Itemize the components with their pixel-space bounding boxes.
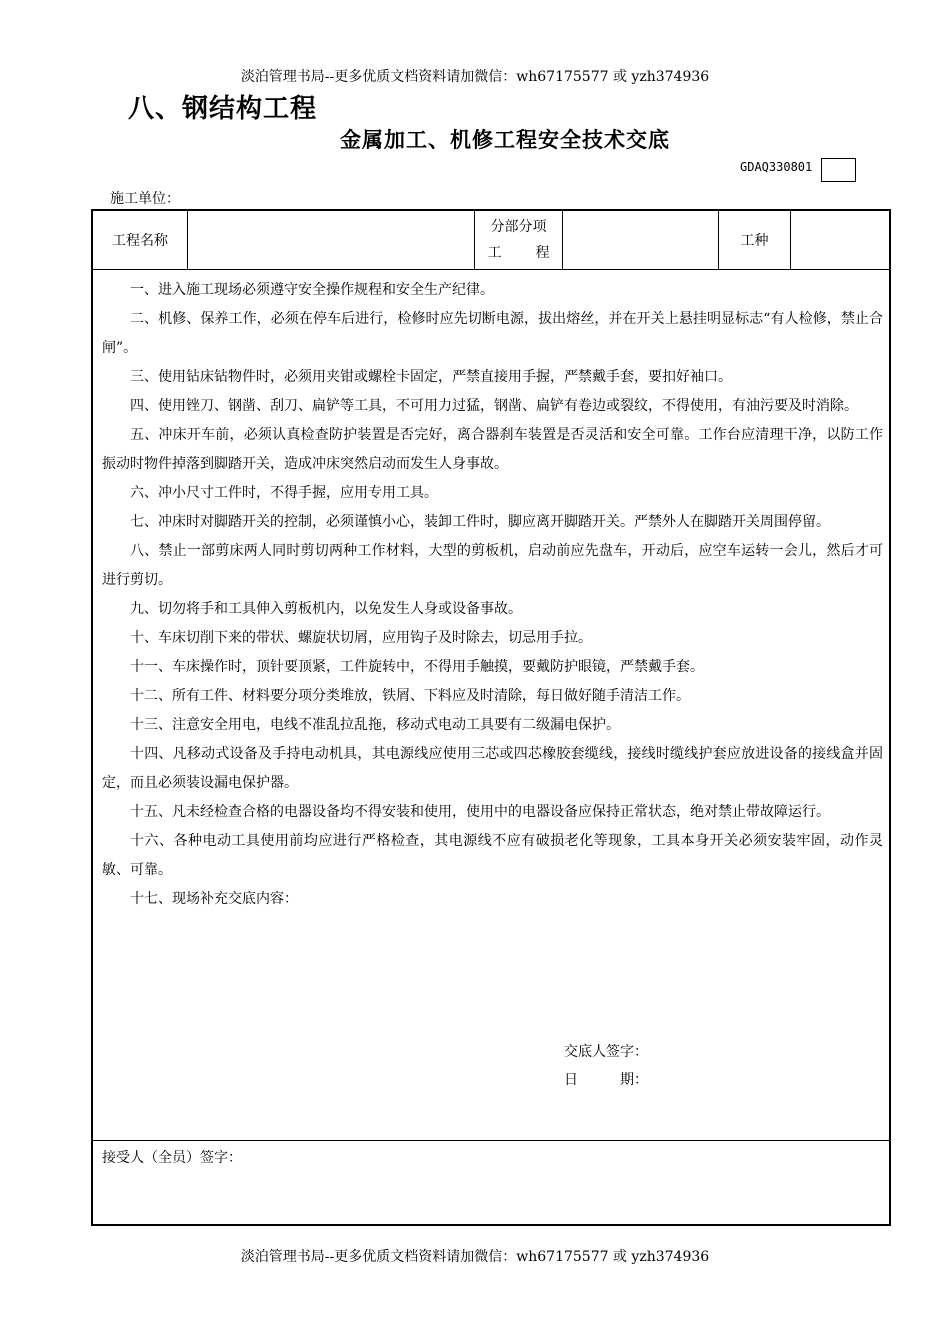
- safety-item: 十六、各种电动工具使用前均应进行严格检查，其电源线不应有破损老化等现象，工具本身开关必须安装牢固，动作灵敏、可靠。: [102, 833, 883, 878]
- safety-item: 十七、现场补充交底内容：: [130, 891, 298, 907]
- project-name-label: 工程名称: [93, 211, 188, 269]
- safety-item: 十一、车床操作时，顶针要顶紧，工件旋转中，不得用手触摸，要戴防护眼镜，严禁戴手套。: [130, 659, 704, 675]
- construction-unit-label: 施工单位：: [110, 191, 180, 207]
- safety-item: 三、使用钻床钻物件时，必须用夹钳或螺栓卡固定，严禁直接用手握，严禁戴手套，要扣好袖口。: [130, 369, 732, 385]
- safety-item: 一、进入施工现场必须遵守安全操作规程和安全生产纪律。: [130, 282, 494, 298]
- safety-item: 八、禁止一部剪床两人同时剪切两种工作材料，大型的剪板机，启动前应先盘车，开动后，应空车运转一会儿，然后才可进行剪切。: [102, 543, 883, 588]
- safety-item: 二、机修、保养工作，必须在停车后进行，检修时应先切断电源，拔出熔丝，并在开关上悬挂明显标志“有人检修，禁止合闸”。: [102, 311, 883, 356]
- subproject-value: [563, 211, 719, 269]
- form-header-row: [93, 211, 889, 270]
- disclosure-content: [93, 270, 889, 1141]
- safety-item: 四、使用锉刀、钢凿、刮刀、扁铲等工具，不可用力过猛，钢凿、扁铲有卷边或裂纹，不得使用，有油污要及时消除。: [130, 398, 858, 414]
- disclosure-date-label: 日 期：: [564, 1072, 648, 1088]
- header-watermark-note: 淡泊管理书局--更多优质文档资料请加微信：wh67175577 或 yzh374936: [240, 69, 710, 85]
- safety-item: 十三、注意安全用电，电线不准乱拉乱拖，移动式电动工具要有二级漏电保护。: [130, 717, 620, 733]
- discloser-signature-label: 交底人签字：: [564, 1044, 648, 1060]
- receiver-signature-label: 接受人（全员）签字：: [102, 1150, 242, 1166]
- subproject-label-line2-a: 工: [487, 245, 502, 261]
- safety-item: 十四、凡移动式设备及手持电动机具，其电源线应使用三芯或四芯橡胶套缆线，接线时缆线护套应放进设备的接线盒并固定，而且必须装设漏电保护器。: [102, 746, 883, 791]
- project-name-value: [188, 211, 475, 269]
- document-title: 金属加工、机修工程安全技术交底: [340, 128, 670, 152]
- trade-label: 工种: [719, 211, 791, 269]
- disclosure-form: [91, 209, 891, 1226]
- subproject-label-line1: 分部分项: [490, 219, 547, 235]
- safety-item: 六、冲小尺寸工件时，不得手握，应用专用工具。: [130, 485, 438, 501]
- document-code-box: [821, 158, 856, 182]
- subproject-label-line2-b: 程: [535, 245, 550, 261]
- subproject-label: [475, 211, 563, 269]
- safety-item: 五、冲床开车前，必须认真检查防护装置是否完好，离合器刹车装置是否灵活和安全可靠。工作台应清理干净，以防工作振动时物件掉落到脚踏开关，造成冲床突然启动而发生人身事故。: [102, 427, 883, 472]
- section-title: 八、钢结构工程: [128, 94, 318, 124]
- safety-items-list: [102, 276, 883, 914]
- footer-watermark-note: 淡泊管理书局--更多优质文档资料请加微信：wh67175577 或 yzh374936: [240, 1249, 710, 1265]
- safety-item: 九、切勿将手和工具伸入剪板机内，以免发生人身或设备事故。: [130, 601, 522, 617]
- safety-item: 七、冲床时对脚踏开关的控制，必须谨慎小心，装卸工件时，脚应离开脚踏开关。严禁外人在脚踏开关周围停留。: [130, 514, 830, 530]
- subproject-label-line2: [488, 240, 550, 266]
- document-code: GDAQ330801: [740, 160, 813, 174]
- safety-item: 十五、凡未经检查合格的电器设备均不得安装和使用，使用中的电器设备应保持正常状态，绝对禁止带故障运行。: [130, 804, 830, 820]
- safety-item: 十二、所有工件、材料要分项分类堆放，铁屑、下料应及时清除，每日做好随手清洁工作。: [130, 688, 690, 704]
- safety-item: 十、车床切削下来的带状、螺旋状切屑，应用钩子及时除去，切忌用手拉。: [130, 630, 592, 646]
- trade-value: [791, 211, 889, 269]
